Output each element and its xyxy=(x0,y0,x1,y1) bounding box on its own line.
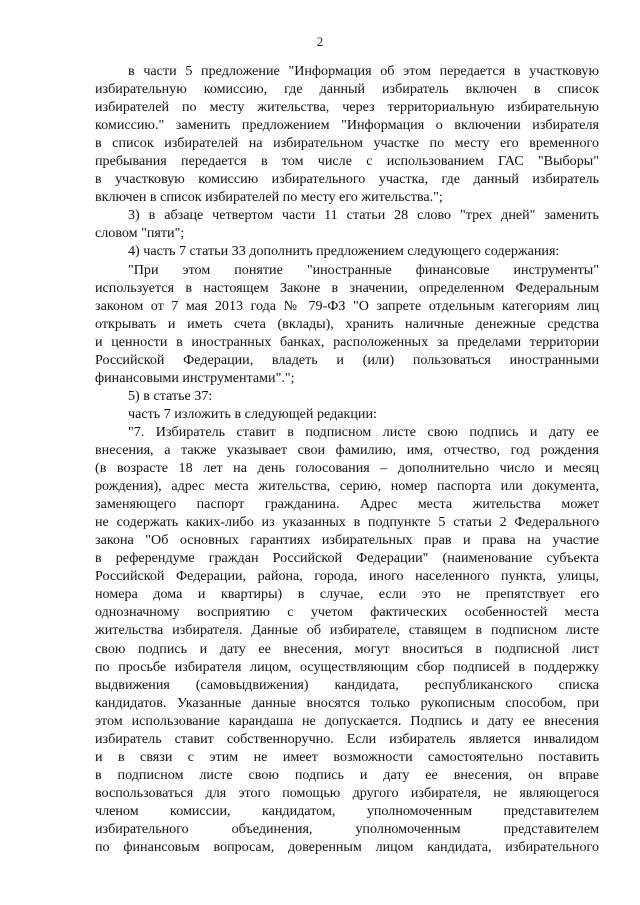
text-line: в референдуме граждан Российской Федерации" (наименование субъекта xyxy=(95,550,599,567)
text-line: не содержать каких-либо из указанных в подпункте 5 статьи 2 Федерального xyxy=(95,514,599,531)
page-number: 2 xyxy=(316,34,324,49)
text-line: в участковую комиссию избирательного участка, где данный избиратель xyxy=(95,171,599,188)
text-line: рождения), адрес места жительства, серию, номер паспорта или документа, xyxy=(95,478,599,495)
text-line: Российской Федерации, владеть и (или) пользоваться иностранными xyxy=(95,351,599,368)
text-line: заменяющего паспорт гражданина. Адрес места жительства может xyxy=(95,496,599,513)
text-line: в подписном листе свою подпись и дату ее внесения, он вправе xyxy=(95,766,599,783)
text-line: воспользоваться для этого помощью другого избирателя, не являющегося xyxy=(95,784,599,801)
text-line: выдвижения (самовыдвижения) кандидата, республиканского списка xyxy=(95,676,599,693)
text-line: 3) в абзаце четвертом части 11 статьи 28 слово "трех дней" заменить xyxy=(128,207,599,224)
text-line: и ценности в иностранных банках, расположенных за пределами территории xyxy=(95,333,599,350)
text-line: и в связи с этим не имеет возможности самостоятельно поставить xyxy=(95,748,599,765)
text-line: по финансовым вопросам, доверенным лицом кандидата, избирательного xyxy=(95,839,599,856)
text-line: словом "пяти"; xyxy=(95,225,185,242)
text-line: "7. Избиратель ставит в подписном листе свою подпись и дату ее xyxy=(128,423,599,440)
text-line: номера дома и квартиры) в случае, если это не препятствует его xyxy=(95,586,599,603)
text-line: 4) часть 7 статьи 33 дополнить предложением следующего содержания: xyxy=(128,243,560,260)
text-line: 5) в статье 37: xyxy=(128,387,213,404)
text-line: внесения, а также указывает свои фамилию, имя, отчество, год рождения xyxy=(95,441,599,458)
text-line: членом комиссии, кандидатом, уполномоченным представителем xyxy=(95,802,599,819)
text-line: избиратель ставит собственноручно. Если избиратель является инвалидом xyxy=(95,730,599,747)
text-line: однозначному восприятию с учетом фактических особенностей места xyxy=(95,604,599,621)
text-line: в список избирателей на избирательном участке по месту его временного xyxy=(95,135,599,152)
text-line: часть 7 изложить в следующей редакции: xyxy=(128,405,377,422)
text-line: комиссию." заменить предложением "Информация о включении избирателя xyxy=(95,117,599,134)
text-line: используется в настоящем Законе в значении, определенном Федеральным xyxy=(95,279,599,296)
text-line: избирательную комиссию, где данный избиратель включен в список xyxy=(95,81,599,98)
document-body xyxy=(95,62,599,856)
text-line: включен в список избирателей по месту его жительства."; xyxy=(95,189,443,206)
text-line: законом от 7 мая 2013 года № 79-ФЗ "О запрете отдельным категориям лиц xyxy=(95,297,599,314)
text-line: этом использование карандаша не допускается. Подпись и дату ее внесения xyxy=(95,712,599,729)
text-line: закона "Об основных гарантиях избирательных прав и права на участие xyxy=(95,532,599,549)
text-line: (в возрасте 18 лет на день голосования – дополнительно число и месяц xyxy=(95,460,599,477)
text-line: открывать и иметь счета (вклады), хранить наличные денежные средства xyxy=(95,315,599,332)
text-line: "При этом понятие "иностранные финансовые инструменты" xyxy=(128,261,599,278)
text-line: по просьбе избирателя лицом, осуществляющим сбор подписей в поддержку xyxy=(95,658,599,675)
text-line: в части 5 предложение "Информация об этом передается в участковую xyxy=(128,63,599,79)
text-line: пребывания передается в том числе с использованием ГАС "Выборы" xyxy=(95,153,599,170)
text-line: избирательного объединения, уполномоченным представителем xyxy=(95,820,599,837)
text-line: жительства избирателя. Данные об избирателе, ставящем в подписном листе xyxy=(95,622,599,639)
text-line: финансовыми инструментами"."; xyxy=(95,369,295,386)
text-line: кандидатов. Указанные данные вносятся только рукописным способом, при xyxy=(95,694,599,711)
text-line: свою подпись и дату ее внесения, могут вноситься в подписной лист xyxy=(95,640,599,657)
text-line: избирателей по месту жительства, через территориальную избирательную xyxy=(95,99,599,116)
text-line: Российской Федерации, района, города, иного населенного пункта, улицы, xyxy=(95,568,599,585)
